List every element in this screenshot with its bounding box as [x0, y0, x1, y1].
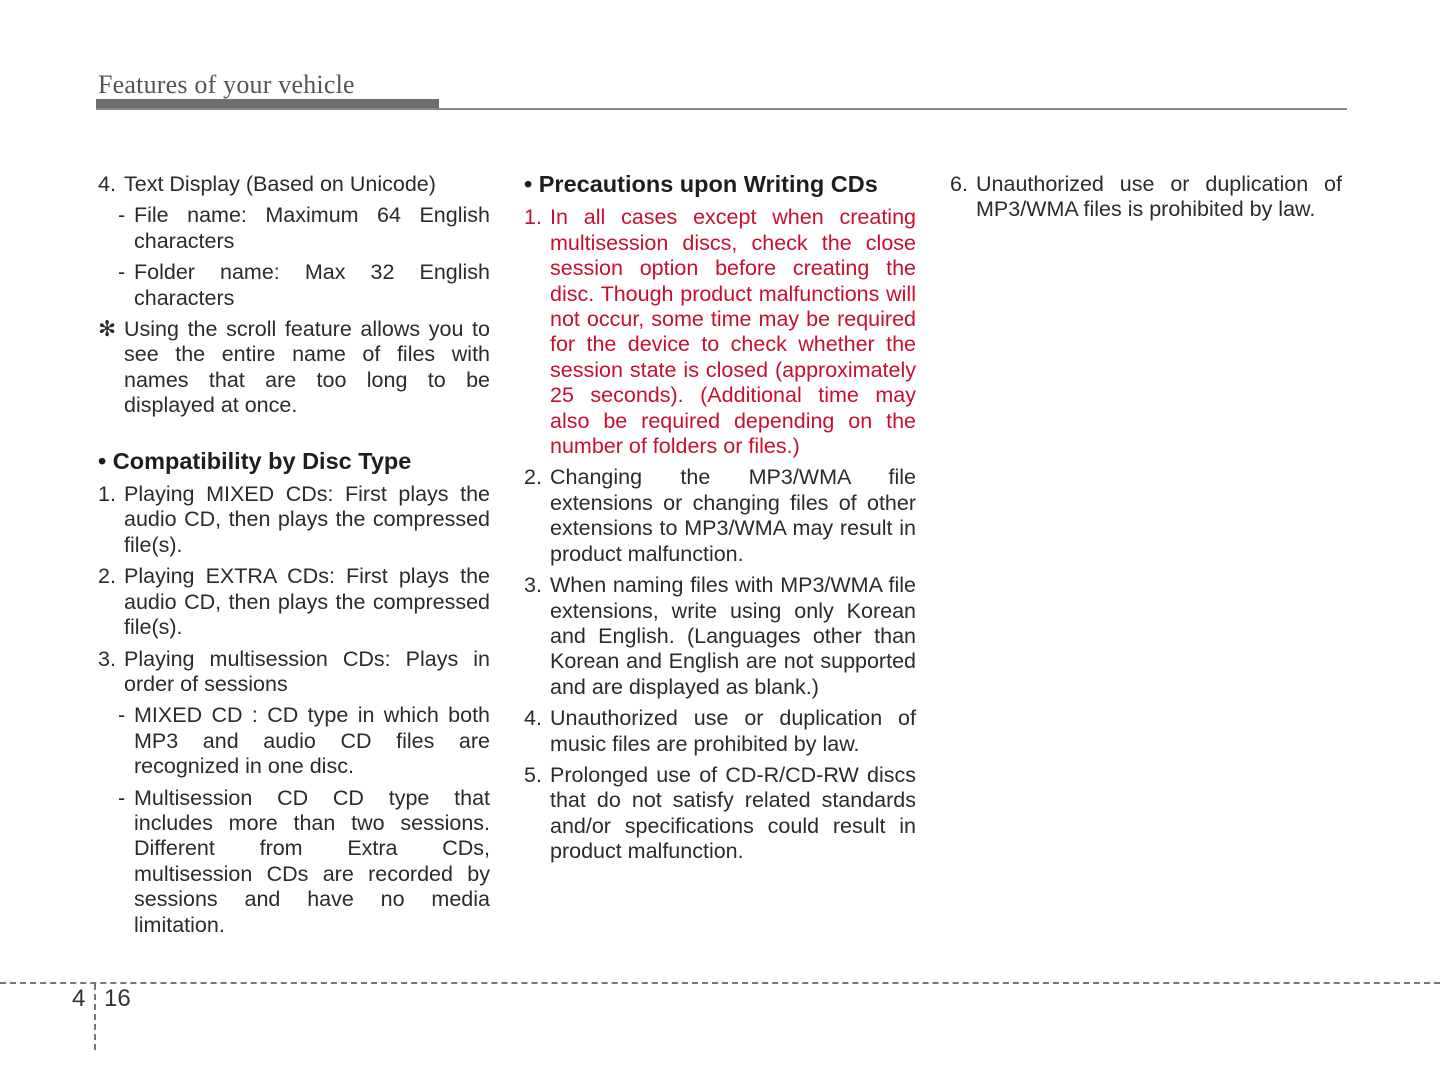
- item-number: 6.: [950, 172, 968, 196]
- item-text: Changing the MP3/WMA file extensions or changing files of other extensions to MP3/WMA may result in product malfunction.: [550, 465, 916, 566]
- precaution-item-naming: [524, 573, 916, 700]
- item-text: Unauthorized use or duplication of music files are prohibited by law.: [550, 706, 916, 756]
- compatibility-heading: • Compatibility by Disc Type: [98, 447, 412, 474]
- item-number: 1.: [524, 205, 542, 230]
- left-column: [98, 172, 490, 944]
- sub-item-text: File name: Maximum 64 English characters: [134, 203, 490, 253]
- middle-column: [524, 172, 916, 871]
- item-number: 3.: [98, 646, 116, 671]
- scroll-note: [98, 317, 490, 419]
- item-number: 2.: [524, 465, 542, 490]
- dash-icon: -: [118, 785, 126, 810]
- dash-icon: -: [118, 203, 126, 228]
- item-number: 4.: [524, 706, 542, 731]
- dash-icon: -: [118, 703, 126, 728]
- footer-divider: [94, 984, 96, 1050]
- item-number: 1.: [98, 482, 116, 507]
- header-rule: [96, 108, 1347, 110]
- footer-rule: [0, 982, 1440, 984]
- page-number: 16: [104, 985, 131, 1012]
- sub-item-text: Folder name: Max 32 English characters: [134, 260, 490, 310]
- sub-item-file-name: [118, 203, 490, 254]
- item-text: Prolonged use of CD-R/CD-RW discs that do not satisfy related standards and/or specifications could result in product malfunction.: [550, 762, 916, 864]
- item-text: Unauthorized use or duplication of MP3/WMA files is prohibited by law.: [976, 172, 1342, 222]
- precaution-item-mp3-law: [950, 172, 1342, 223]
- dash-icon: -: [118, 260, 126, 285]
- item-text: Playing multisession CDs: Plays in order of sessions: [124, 646, 490, 696]
- header-title: Features of your vehicle: [98, 70, 355, 99]
- item-number: 2.: [98, 564, 116, 589]
- item-number: 5.: [524, 762, 542, 787]
- compat-item-extra: [98, 564, 490, 640]
- item-text: Playing EXTRA CDs: First plays the audio CD, then plays the compressed file(s).: [124, 564, 490, 640]
- item-text: Playing MIXED CDs: First plays the audio CD, then plays the compressed file(s).: [124, 482, 490, 557]
- sub-item-mixed-cd: [118, 703, 490, 779]
- item-number: 3.: [524, 573, 542, 598]
- item-text: In all cases except when creating multisession discs, check the close session option before creating the disc. Though product malfunctions will not occur, some time may be required for the device to check whether the session state is closed (approximately 25 seconds). (Additional time may also be required depending on the number of folders or files.): [550, 205, 916, 459]
- sub-item-text: Multisession CD CD type that includes more than two sessions. Different from Extra CDs, multisession CDs are recorded by sessions and have no media limitation.: [134, 785, 490, 937]
- text-display-item: [98, 172, 490, 197]
- item-number: 4.: [98, 172, 116, 196]
- note-asterisk-icon: ✻: [98, 317, 117, 342]
- sub-item-folder-name: [118, 260, 490, 311]
- item-text: When naming files with MP3/WMA file extensions, write using only Korean and English. (Languages other than Korean and English are not supported and are displayed as blank.): [550, 573, 916, 699]
- chapter-number: 4: [72, 985, 86, 1012]
- note-text: Using the scroll feature allows you to see the entire name of files with names that are too long to be displayed at once.: [124, 317, 490, 418]
- compat-item-multisession: [98, 647, 490, 698]
- precaution-item-music-law: [524, 706, 916, 757]
- item-text: Text Display (Based on Unicode): [124, 172, 436, 196]
- precaution-item-extensions: [524, 465, 916, 567]
- compat-item-mixed: [98, 482, 490, 558]
- sub-item-multisession-cd: [118, 785, 490, 938]
- precaution-item-close-session: [524, 205, 916, 459]
- precautions-heading: • Precautions upon Writing CDs: [524, 171, 878, 197]
- right-column: [950, 172, 1342, 229]
- sub-item-text: MIXED CD : CD type in which both MP3 and audio CD files are recognized in one disc.: [134, 703, 490, 779]
- precaution-item-cdr: [524, 763, 916, 865]
